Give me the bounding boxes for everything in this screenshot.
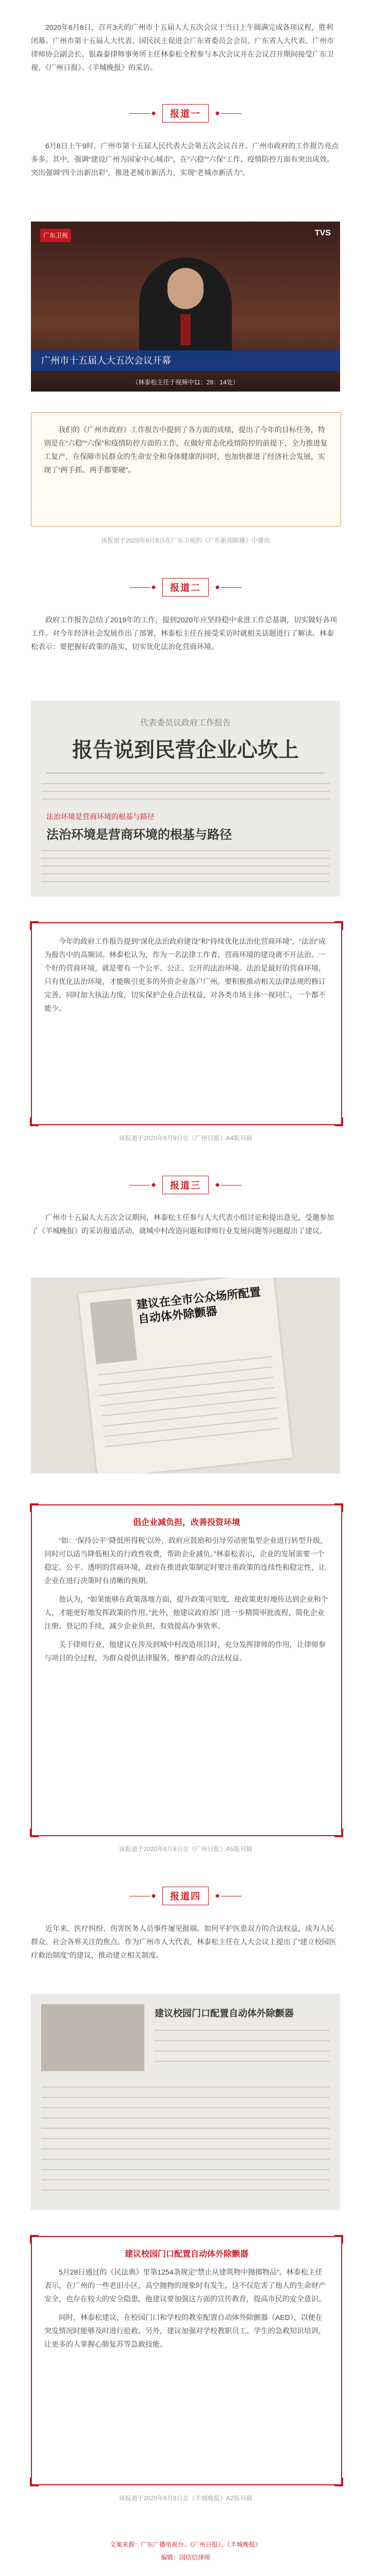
- report2-quote-text: 今年的政府工作报告提到“深化法治政府建设”和“持续优化法治化营商环境”，“法治”成为报告中的高频词。林泰松认为，作为一名法律工作者，营商环境的建设离不开法治。一个好的营商环境，就是要有一个公平、公正、公开的法治环境。法治是最好的营商环境，只有优化法治环境，才能吸引更多的外资企业落户广州。要积极推动相关法律法规的修订完善，同时加大执法力度，切实保护企业合法权益，对各类市场主体一视同仁，一个都不能少。: [44, 937, 326, 1012]
- report2-paragraph: 政府工作报告总结了2019年的工作，提到2020年应坚持稳中求进工作总基调，切实做好各项工作。对今年经济社会发展作出了部署，林泰松主任在接受采访时就相关话题进行了解读。林泰松表示：要把握好政策的落实，切实优化法治化营商环境。: [31, 616, 338, 651]
- footer-source: 文案来源：广东广播电视台、《广州日报》、《羊城晚报》: [109, 2541, 261, 2548]
- banner-label: 报道二: [162, 578, 209, 597]
- speaker-figure: [139, 258, 232, 361]
- section-banner-3: [111, 1175, 260, 1195]
- report3-source: 该报道于2020年6月8日在《广州日报》A5版刊载: [119, 1845, 252, 1853]
- intro-paragraph: 2020年6月8日，召开3天的广州市十五届人大五次会议于当日上午圆满完成各项议程，胜利闭幕。广州市第十五届人大代表、国民民主促进会广东省委员会会员、广东省人大代表、广州市律师协会副会长、银森泰律师事务所主任林泰松全程参与本次会议并在会议召开期间接受广东卫视、《广州日报》、《羊城晚报》的采访。: [31, 23, 334, 72]
- report3-paragraph: 广州市十五届人大五次会议期间，林泰松主任参与人大代表小组讨论和提出意见，受邀参加了《羊城晚报》的采访报道活动，就城中村改造问题和律师行业发展问题等问题提出了建议。: [31, 1213, 334, 1235]
- clip-headline-big: 报告说到民营企业心坎上: [72, 738, 299, 762]
- channel-logo-right: TVS: [314, 229, 331, 238]
- section-banner-1: [111, 103, 260, 124]
- video-lower-third: 广州市十五届人大五次会议开幕: [31, 350, 340, 371]
- newspaper-clip-4: [31, 1994, 340, 2210]
- newspaper-clip-3: [31, 1278, 340, 1473]
- tilted-newspaper: [78, 1278, 293, 1473]
- tv-video-still: [31, 222, 340, 392]
- report3-box-title: 倡企业减负担，改善投资环境: [132, 1518, 240, 1527]
- report4-quote-box: [31, 2236, 342, 2485]
- report4-box-title: 建议校园门口配置自动体外除颤器: [124, 2250, 248, 2259]
- report4-source: 该报道于2020年6月8日在《羊城晚报》A2版刊载: [119, 2495, 252, 2502]
- video-caption: （林泰松主任于视频中11：28：14处）: [132, 379, 239, 386]
- report3-box-p3: 关于律师行业，他建议在涉及到城中村改造项目时，充分发挥律师的作用，让律师参与项目的全过程，为群众提供法律服务，维护群众的合法权益。: [44, 1640, 326, 1662]
- clip4-title: 建议校园门口配置自动体外除颤器: [155, 2008, 294, 2019]
- report4-paragraph: 近年来，医疗纠纷、伤害医务人员事件屡见报端。如何平护医患双方的合法权益，成为人民群众、社会各界关注的焦点。作为广州市人大代表，林泰松主任在人大会议上提出了“建立校园医疗救治制度”的建议，推动建立相关制度。: [31, 1924, 336, 1959]
- channel-logo: 广东卫视: [40, 229, 71, 242]
- report1-quote-text: 我们的《广州市政府》工作报告中提到了各方面的成绩，提出了今年的目标任务，特别是在“六稳”“六保”和疫情防控方面的工作，在做好常态化疫情防控的前提下，全力推进复工复产，在保障市民群众的生命安全和身体健康的同时，也加快推进了经济社会发展，实现了“两手抓、两手都要硬”。: [44, 426, 328, 474]
- banner-label: 报道一: [162, 104, 209, 123]
- report4-box-p2: 同时，林泰松建议，在校园门口和学校的教室配置自动体外除颤器（AED），以便在突发情况时能够及时进行抢救。另外，建议加强对学校教职员工、学生的急救知识培训，让更多的人掌握心肺复苏等急救技能。: [44, 2313, 326, 2348]
- clip-article-title: 法治环境是营商环境的根基与路径: [46, 828, 232, 842]
- clip-headline-small: 代表委员议政府工作报告: [140, 719, 231, 727]
- newspaper-clip-2: [31, 701, 340, 896]
- clip-sub-headline: 法治环境是营商环境的根基与路径: [46, 812, 155, 821]
- clip3-headline: 建议在全市公众场所配置自动体外除颤器: [136, 1285, 262, 1326]
- footer-editor: 编辑：国信信律师: [160, 2554, 210, 2561]
- report2-source: 该报道于2020年6月9日在《广州日报》A4版刊载: [119, 1134, 252, 1142]
- report1-paragraph: 6月8日上午9时，广州市第十五届人民代表大会第五次会议召开。广州市政府的工作报告亮点多多。其中，强调“建设广州为国家中心城市”，在“六稳”“六保”工作、疫情防控方面有突出成效。突出强调“四个出新出彩”，推进老城市新活力，实现“老城市新活力”。: [31, 142, 339, 177]
- report3-quote-box: [31, 1504, 342, 1836]
- banner-label: 报道四: [162, 1887, 209, 1905]
- banner-label: 报道三: [162, 1176, 209, 1194]
- report1-source: 该报道于2020年6月8日在广东卫视的《广东新闻联播》中播出: [100, 537, 271, 544]
- report3-box-p2: 他认为，“如果能够在政策落地方面，提升政策可知度，使政策更好地传达到企业和个人，才能更好地发挥政策的作用。”此外，他建议政府部门进一步精简审批流程，简化企业注册、登记的手续，减少企业负担，有效提高办事效率。: [44, 1595, 328, 1630]
- report1-quote-box: [31, 412, 341, 527]
- section-banner-4: [111, 1886, 260, 1906]
- section-banner-2: [111, 577, 260, 598]
- report2-quote-box: [31, 922, 342, 1125]
- report3-box-p1: “如：‘保持公平’‘降低所得税’以外，政府应鼓励和引导劳动密集型企业进行转型升级，同时可以适当降低相关的行政性收费，帮助企业减负。”林泰松表示，企业的发展需要一个稳定、公平、透明的营商环境，政府在推进政策制定时要注重政策的连续性和稳定性，让企业在进行决策时有清晰的预期。: [44, 1536, 328, 1585]
- report4-box-p1: 5月28日通过的《民法典》里第1254条规定“禁止从建筑物中抛掷物品”。林泰松主任表示，在广州的一些老旧小区，高空抛物的现象时有发生，这不仅危害了他人的生命财产安全，也存在较大的安全隐患，他建议要加强这方面的宣传教育，提高市民的安全意识。: [44, 2268, 326, 2303]
